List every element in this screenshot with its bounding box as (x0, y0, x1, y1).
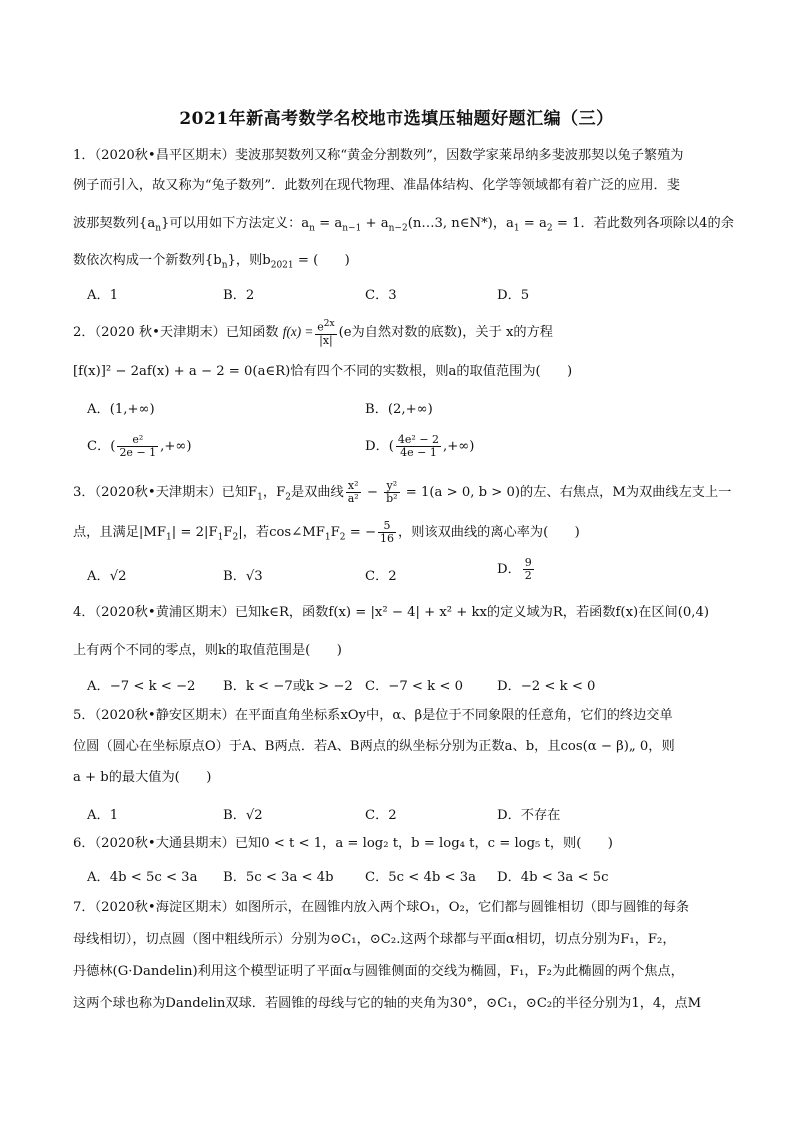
q7-line-1: 7．（2020秋•海淀区期末）如图所示，在圆锥内放入两个球O₁，O₂，它们都与圆锥相切（即与圆锥的每条 (73, 900, 690, 915)
q2-line-2: [f(x)]² − 2af(x) + a − 2 = 0(a∈R)恰有四个不同的实数根，则a的取值范围为( ) (73, 364, 573, 379)
q7-line-3: 丹德林(G·Dandelin)利用这个模型证明了平面α与圆锥侧面的交线为椭圆，F₁，F₂为此椭圆的两个焦点， (73, 964, 684, 979)
q3-option-d: D． $\frac{9}{2}$ (497, 556, 532, 582)
q5-line-2: 位圆（圆心在坐标原点O）于A、B两点．若A、B两点的纵坐标分别为正数a、b，且cos(α − β)„ 0，则 (73, 739, 675, 754)
q1-line-2: 例子而引入，故又称为“兔子数列”．此数列在现代物理、准晶体结构、化学等领域都有着广泛的应用．斐 (73, 178, 680, 193)
q7-line-4: 这两个球也称为Dandelin双球．若圆锥的母线与它的轴的夹角为30°，⊙C₁，⊙C₂的半径分别为1，4，点M (73, 996, 702, 1011)
q6-option-c: C．5c < 4b < 3a (365, 870, 477, 885)
q3-options (87, 556, 727, 585)
q1-line-4: 数依次构成一个新数列$\{b_n\}$，则$b_{2021}$ = ( ) (73, 253, 350, 271)
q6-options (87, 866, 727, 886)
q3-option-c: C．2 (365, 569, 397, 584)
q5-line-3: a + b的最大值为( ) (73, 770, 212, 785)
q1-line-1: 1．（2020秋•昌平区期末）斐波那契数列又称“黄金分割数列”，因数学家莱昂纳多斐波那契以兔子繁殖为 (73, 148, 684, 163)
q2-option-d: D．( $\frac{\text{4e² − 2}}{4e - 1}$ ,+∞) (365, 433, 475, 459)
q6-line-1: 6．（2020秋•大通县期末）已知0 < t < 1，a = log₂ t，b = log₄ t，c = log₅ t，则( ) (73, 836, 613, 851)
q1-line-3: 波那契数列$\{a_n\}$可以用如下方法定义：$a_n = a_{n-1}$ + $a_{n-2}(n\dots 3$, n∈N*)，$a_1 = a_2 = 1$．若此数列各项除以4的余 (73, 216, 734, 234)
q5-line-1: 5．（2020秋•静安区期末）在平面直角坐标系xOy中，α、β是位于不同象限的任意角，它们的终边交单 (73, 708, 673, 723)
q1-option-a: A．1 (87, 288, 119, 303)
q6-option-a: A．4b < 5c < 3a (87, 870, 198, 885)
q5-option-d: D．不存在 (497, 808, 561, 823)
q5-options (87, 804, 727, 824)
q5-option-c: C．2 (365, 808, 397, 823)
q4-line-2: 上有两个不同的零点，则k的取值范围是( ) (73, 643, 342, 658)
q2-option-a: A．(1,+∞) (87, 402, 155, 417)
q1-option-b: B．2 (223, 288, 255, 303)
q6-option-b: B．5c < 3a < 4b (223, 870, 334, 885)
q1-option-c: C．3 (365, 288, 397, 303)
page-title: 2021年新高考数学名校地市选填压轴题好题汇编（三） (179, 109, 614, 129)
q5-option-b: B．√2 (223, 808, 263, 823)
q4-option-c: C．−7 < k < 0 (365, 679, 463, 694)
q1-options (87, 284, 727, 304)
q4-line-1: 4．（2020秋•黄浦区期末）已知k∈R，函数f(x) = |x² − 4| + x² + kx的定义域为R，若函数f(x)在区间(0,4) (73, 605, 709, 620)
q4-option-a: A．−7 < k < −2 (87, 679, 196, 694)
q4-options (87, 675, 727, 695)
q3-option-a: A．√2 (87, 569, 127, 584)
q3-option-b: B．√3 (223, 569, 263, 584)
q5-option-a: A．1 (87, 808, 119, 823)
q1-option-d: D．5 (497, 288, 530, 303)
q4-option-b: B．k < −7或k > −2 (223, 679, 353, 694)
q2-options-row-1 (87, 398, 727, 418)
q2-option-b: B．(2,+∞) (365, 402, 433, 417)
q2-line-1: 2．（2020 秋•天津期末）已知函数 f(x) = $\frac{e^{2x}}{|x|}$ (e为自然对数的底数)，关于 x的方程 (73, 319, 553, 347)
q7-line-2: 母线相切），切点圆（图中粗线所示）分别为⊙C₁，⊙C₂.这两个球都与平面α相切，切点分别为F₁，F₂， (73, 932, 676, 947)
q2-options-row-2 (87, 433, 727, 459)
q3-line-1: 3．（2020秋•天津期末）已知$F_1$，$F_2$是双曲线 $\frac{\text{x²}}{\text{a²}}$ − $\frac{\text{y²}}{\text{b²}}$ = 1(a > 0, b > 0)的左、右焦点，M为双曲线左支上一 (73, 479, 732, 505)
q6-option-d: D．4b < 3a < 5c (497, 870, 609, 885)
q2-option-c: C．( $\frac{\text{e²}}{2e - 1}$ ,+∞) (87, 433, 192, 459)
q3-line-2: 点，且满足$|MF_1| = 2|F_1F_2|$，若$\cos\angle MF_1F_2$ = − $\frac{5}{16}$ ，则该双曲线的离心率为( ) (73, 519, 580, 545)
q4-option-d: D．−2 < k < 0 (497, 679, 596, 694)
